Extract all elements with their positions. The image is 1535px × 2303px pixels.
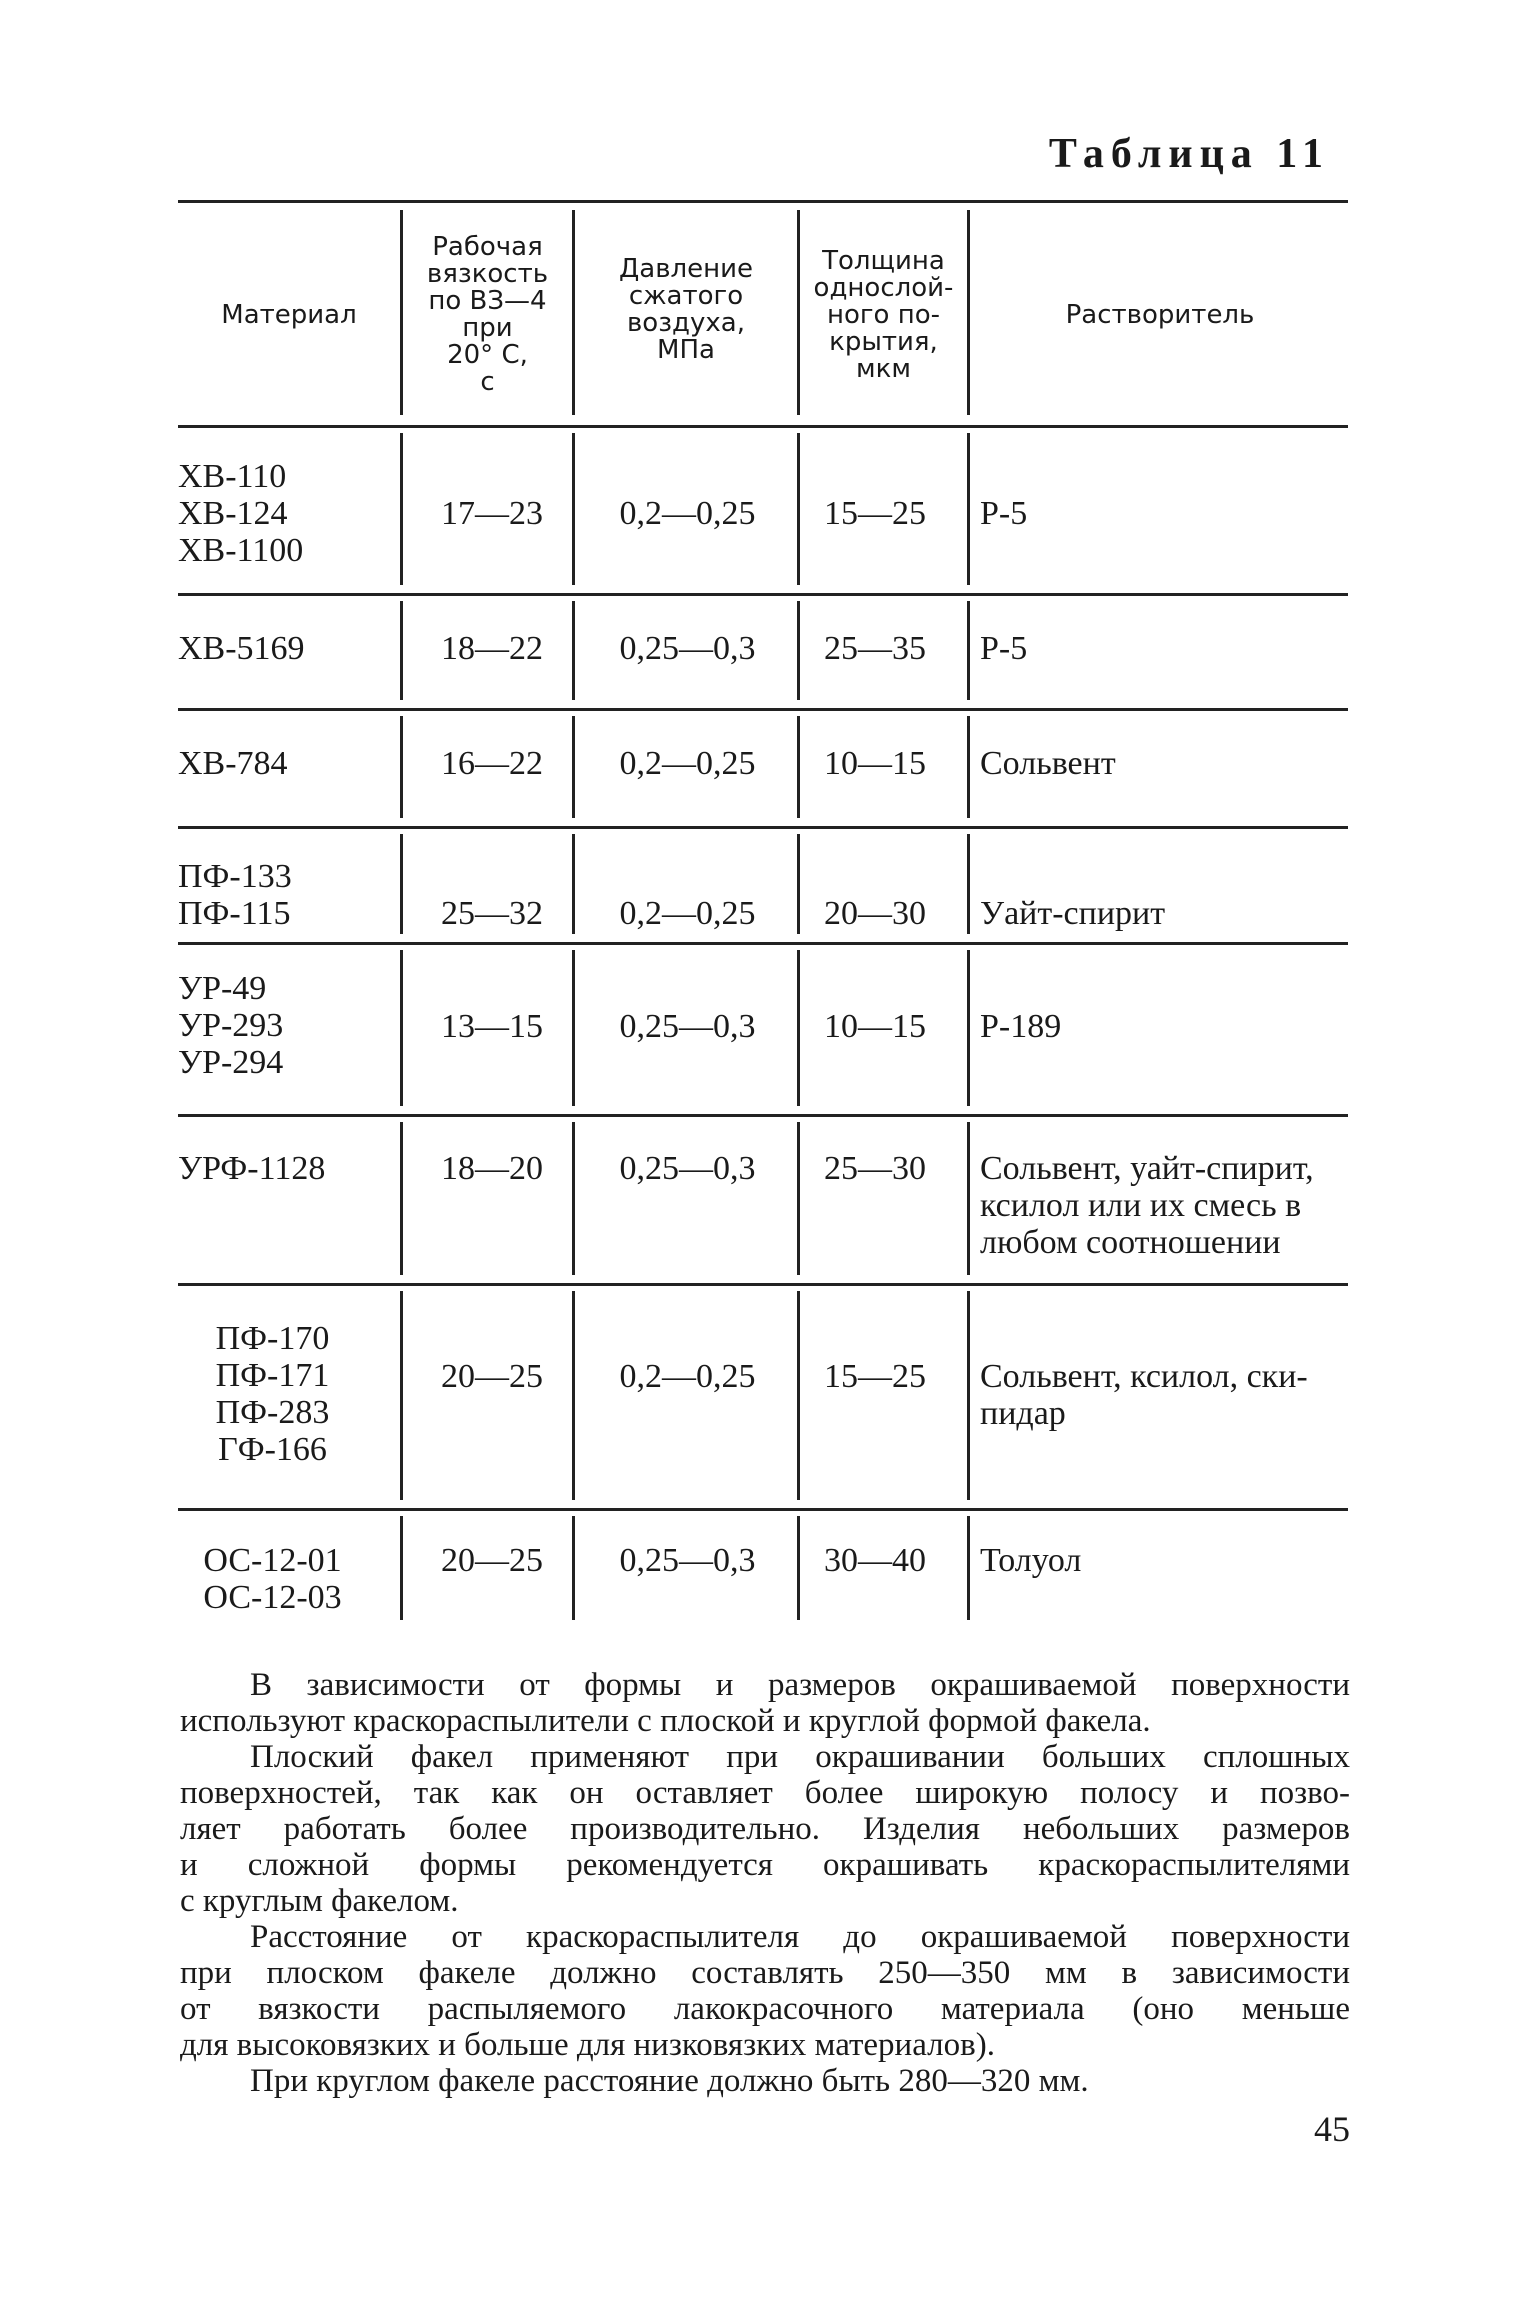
pressure-cell: 0,25—0,3 <box>619 1008 756 1045</box>
solvent-cell: Уайт-спирит <box>980 895 1166 932</box>
header-pressure: Давление сжатого воздуха, МПа <box>618 254 754 365</box>
thickness-cell: 10—15 <box>824 1008 926 1045</box>
pressure-cell: 0,25—0,3 <box>619 1542 756 1579</box>
viscosity-cell: 16—22 <box>441 745 543 782</box>
thickness-cell: 25—30 <box>824 1150 926 1187</box>
text-line: ляет работать более производительно. Изделия небольших размеров <box>180 1811 1350 1847</box>
material-cell: УР-49 УР-293 УР-294 <box>178 970 284 1081</box>
solvent-cell: Р-5 <box>980 495 1028 532</box>
material-cell: ХВ-5169 <box>178 630 305 667</box>
text-line: Плоский факел применяют при окрашивании больших сплошных <box>250 1739 1350 1775</box>
row-rule <box>178 942 1348 945</box>
solvent-cell: Сольвент, ксилол, ски- пидар <box>980 1358 1308 1432</box>
pressure-cell: 0,2—0,25 <box>619 895 756 932</box>
viscosity-cell: 18—20 <box>441 1150 543 1187</box>
viscosity-cell: 25—32 <box>441 895 543 932</box>
row-rule <box>178 593 1348 596</box>
header-rule <box>178 425 1348 428</box>
viscosity-cell: 13—15 <box>441 1008 543 1045</box>
viscosity-cell: 18—22 <box>441 630 543 667</box>
row-rule <box>178 1283 1348 1286</box>
viscosity-cell: 17—23 <box>441 495 543 532</box>
row-rule <box>178 826 1348 829</box>
text-line: При круглом факеле расстояние должно быть 280—320 мм. <box>250 2063 1089 2099</box>
header-thickness: Толщина однослой- ного по- крытия, мкм <box>813 245 954 384</box>
thickness-cell: 15—25 <box>824 495 926 532</box>
material-cell: УРФ-1128 <box>178 1150 326 1187</box>
pressure-cell: 0,25—0,3 <box>619 1150 756 1187</box>
table-caption: Таблица 11 <box>1048 131 1330 177</box>
thickness-cell: 20—30 <box>824 895 926 932</box>
row-rule <box>178 1508 1348 1511</box>
viscosity-cell: 20—25 <box>441 1358 543 1395</box>
thickness-cell: 10—15 <box>824 745 926 782</box>
material-cell: ПФ-170 ПФ-171 ПФ-283 ГФ-166 <box>215 1320 330 1468</box>
material-cell: ХВ-784 <box>178 745 288 782</box>
solvent-cell: Толуол <box>980 1542 1082 1579</box>
thickness-cell: 25—35 <box>824 630 926 667</box>
text-line: Расстояние от краскораспылителя до окрашиваемой поверхности <box>250 1919 1350 1955</box>
text-line: для высоковязких и больше для низковязких материалов). <box>180 2027 995 2063</box>
pressure-cell: 0,25—0,3 <box>619 630 756 667</box>
text-line: при плоском факеле должно составлять 250—350 мм в зависимости <box>180 1955 1350 1991</box>
pressure-cell: 0,2—0,25 <box>619 745 756 782</box>
viscosity-cell: 20—25 <box>441 1542 543 1579</box>
header-material: Материал <box>221 299 357 330</box>
material-cell: ПФ-133 ПФ-115 <box>178 858 292 932</box>
thickness-cell: 15—25 <box>824 1358 926 1395</box>
table-top-rule <box>178 200 1348 203</box>
solvent-cell: Сольвент, уайт-спирит, ксилол или их смесь в любом соотношении <box>980 1150 1314 1261</box>
thickness-cell: 30—40 <box>824 1542 926 1579</box>
material-cell: ХВ-110 ХВ-124 ХВ-1100 <box>178 458 304 569</box>
header-viscosity: Рабочая вязкость по ВЗ—4 при 20° С, с <box>426 232 549 397</box>
header-solvent: Растворитель <box>1065 299 1255 330</box>
material-cell: ОС-12-01 ОС-12-03 <box>203 1542 342 1616</box>
pressure-cell: 0,2—0,25 <box>619 1358 756 1395</box>
row-rule <box>178 708 1348 711</box>
row-rule <box>178 1114 1348 1117</box>
solvent-cell: Сольвент <box>980 745 1116 782</box>
text-line: В зависимости от формы и размеров окрашиваемой поверхности <box>250 1667 1350 1703</box>
text-line: с круглым факелом. <box>180 1883 459 1919</box>
solvent-cell: Р-5 <box>980 630 1028 667</box>
text-line: поверхностей, так как он оставляет более широкую полосу и позво- <box>180 1775 1350 1811</box>
text-line: от вязкости распыляемого лакокрасочного материала (оно меньше <box>180 1991 1350 2027</box>
page-number: 45 <box>1314 2109 1350 2149</box>
solvent-cell: Р-189 <box>980 1008 1062 1045</box>
pressure-cell: 0,2—0,25 <box>619 495 756 532</box>
text-line: используют краскораспылители с плоской и круглой формой факела. <box>180 1703 1151 1739</box>
text-line: и сложной формы рекомендуется окрашивать краскораспылителями <box>180 1847 1350 1883</box>
